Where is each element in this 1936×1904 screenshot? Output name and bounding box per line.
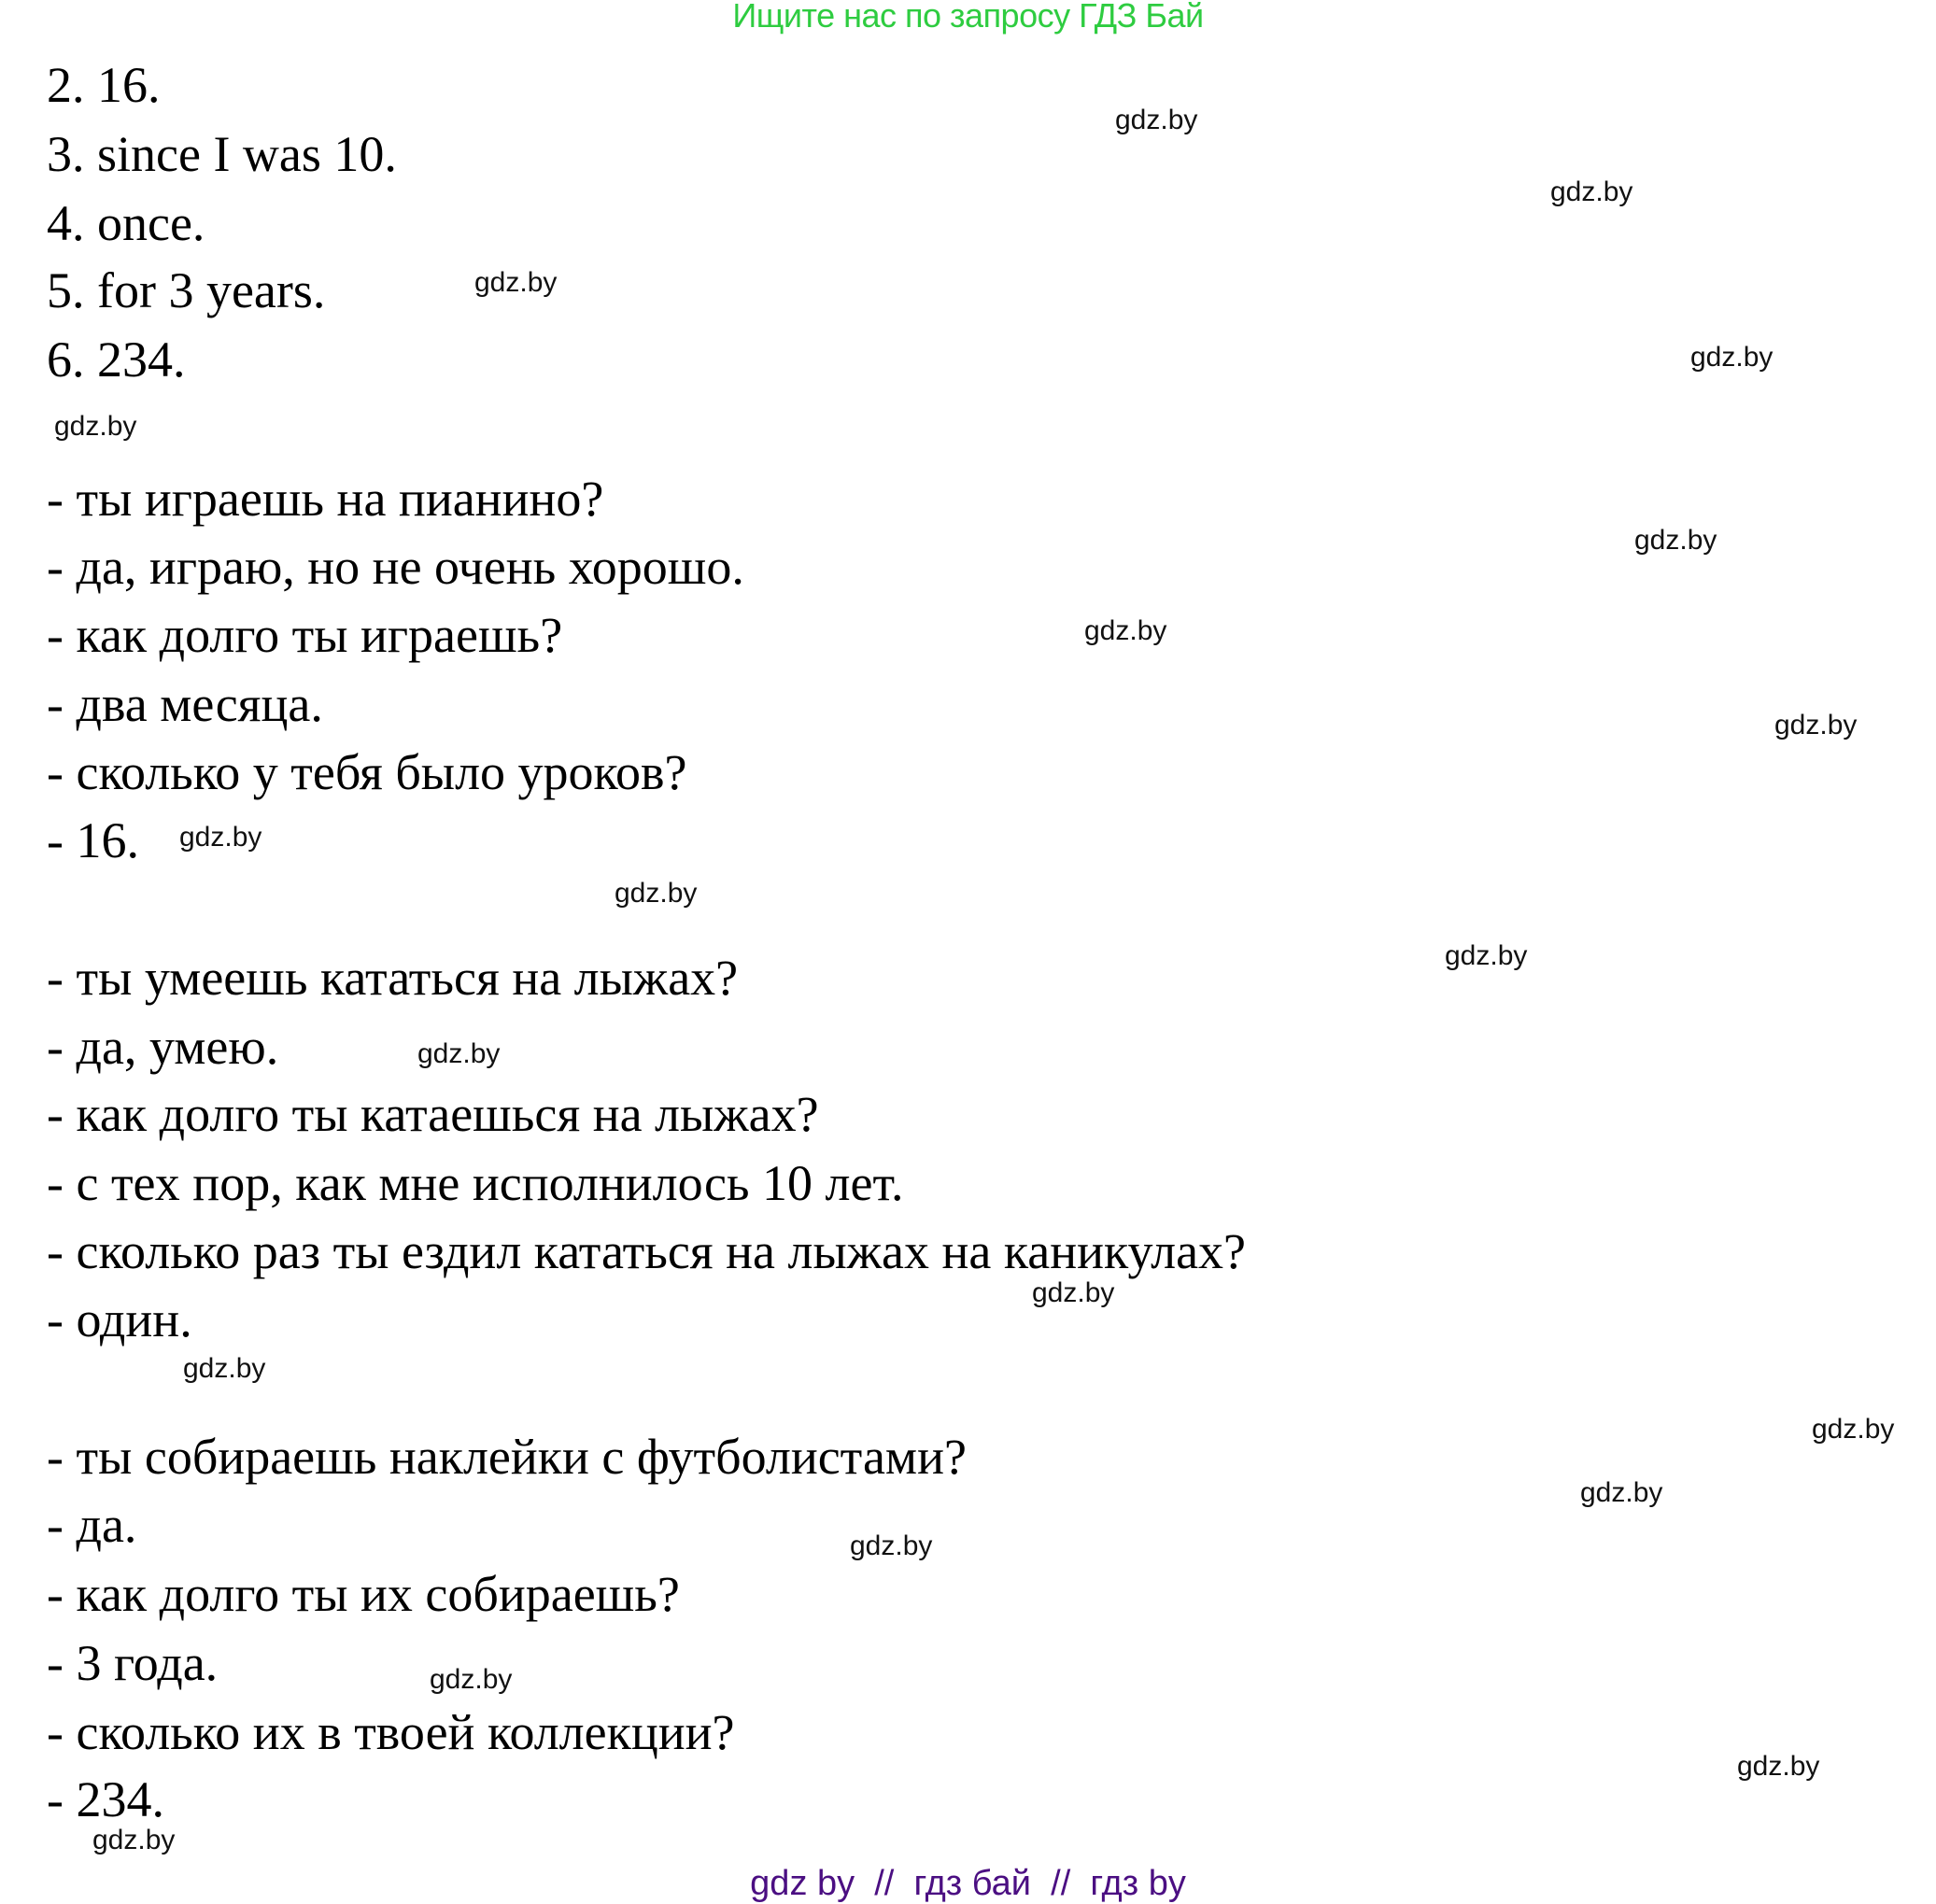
dialogue-line: - да, играю, но не очень хорошо. [47,539,744,595]
dialogue-line: - как долго ты их собираешь? [47,1566,680,1622]
watermark: gdz.by [1634,525,1717,556]
watermark: gdz.by [54,411,137,442]
watermark: gdz.by [430,1664,513,1695]
watermark: gdz.by [850,1530,933,1561]
search-hint-banner: Ищите нас по запросу ГДЗ Бай [732,0,1204,35]
dialogue-line: - ты собираешь наклейки с футболистами? [47,1429,967,1485]
dialogue-line: - сколько раз ты ездил кататься на лыжах на каникулах? [47,1223,1247,1279]
footer-watermark: gdz by // гдз бай // гдз by [750,1864,1186,1903]
watermark: gdz.by [183,1353,266,1384]
watermark: gdz.by [1032,1277,1115,1308]
dialogue-line: - два месяца. [47,676,323,732]
dialogue-line: - 16. [47,812,139,868]
watermark: gdz.by [1580,1477,1663,1508]
watermark: gdz.by [179,822,262,853]
watermark: gdz.by [1084,615,1167,646]
answer-item: 3. since I was 10. [47,126,397,182]
watermark: gdz.by [615,878,698,909]
answer-item: 5. for 3 years. [47,262,326,318]
dialogue-line: - ты играешь на пианино? [47,471,604,527]
answer-item: 4. once. [47,195,205,251]
dialogue-line: - да, умею. [47,1019,279,1075]
dialogue-line: - 3 года. [47,1635,219,1691]
watermark: gdz.by [1445,940,1528,971]
answer-item: 2. 16. [47,57,161,113]
watermark: gdz.by [417,1038,501,1069]
watermark: gdz.by [1812,1414,1895,1445]
dialogue-line: - как долго ты играешь? [47,607,563,663]
watermark: gdz.by [1550,176,1633,207]
answer-item: 6. 234. [47,331,186,388]
dialogue-line: - ты умеешь кататься на лыжах? [47,950,739,1006]
watermark: gdz.by [1690,342,1773,373]
dialogue-line: - 234. [47,1771,164,1827]
watermark: gdz.by [1115,105,1198,135]
watermark: gdz.by [92,1825,176,1855]
watermark: gdz.by [1774,710,1858,740]
dialogue-line: - сколько их в твоей коллекции? [47,1704,735,1760]
dialogue-line: - сколько у тебя было уроков? [47,744,687,800]
dialogue-line: - как долго ты катаешься на лыжах? [47,1086,819,1142]
dialogue-line: - да. [47,1497,137,1553]
watermark: gdz.by [474,267,558,298]
dialogue-line: - один. [47,1291,192,1347]
dialogue-line: - с тех пор, как мне исполнилось 10 лет. [47,1155,904,1211]
watermark: gdz.by [1737,1751,1820,1782]
